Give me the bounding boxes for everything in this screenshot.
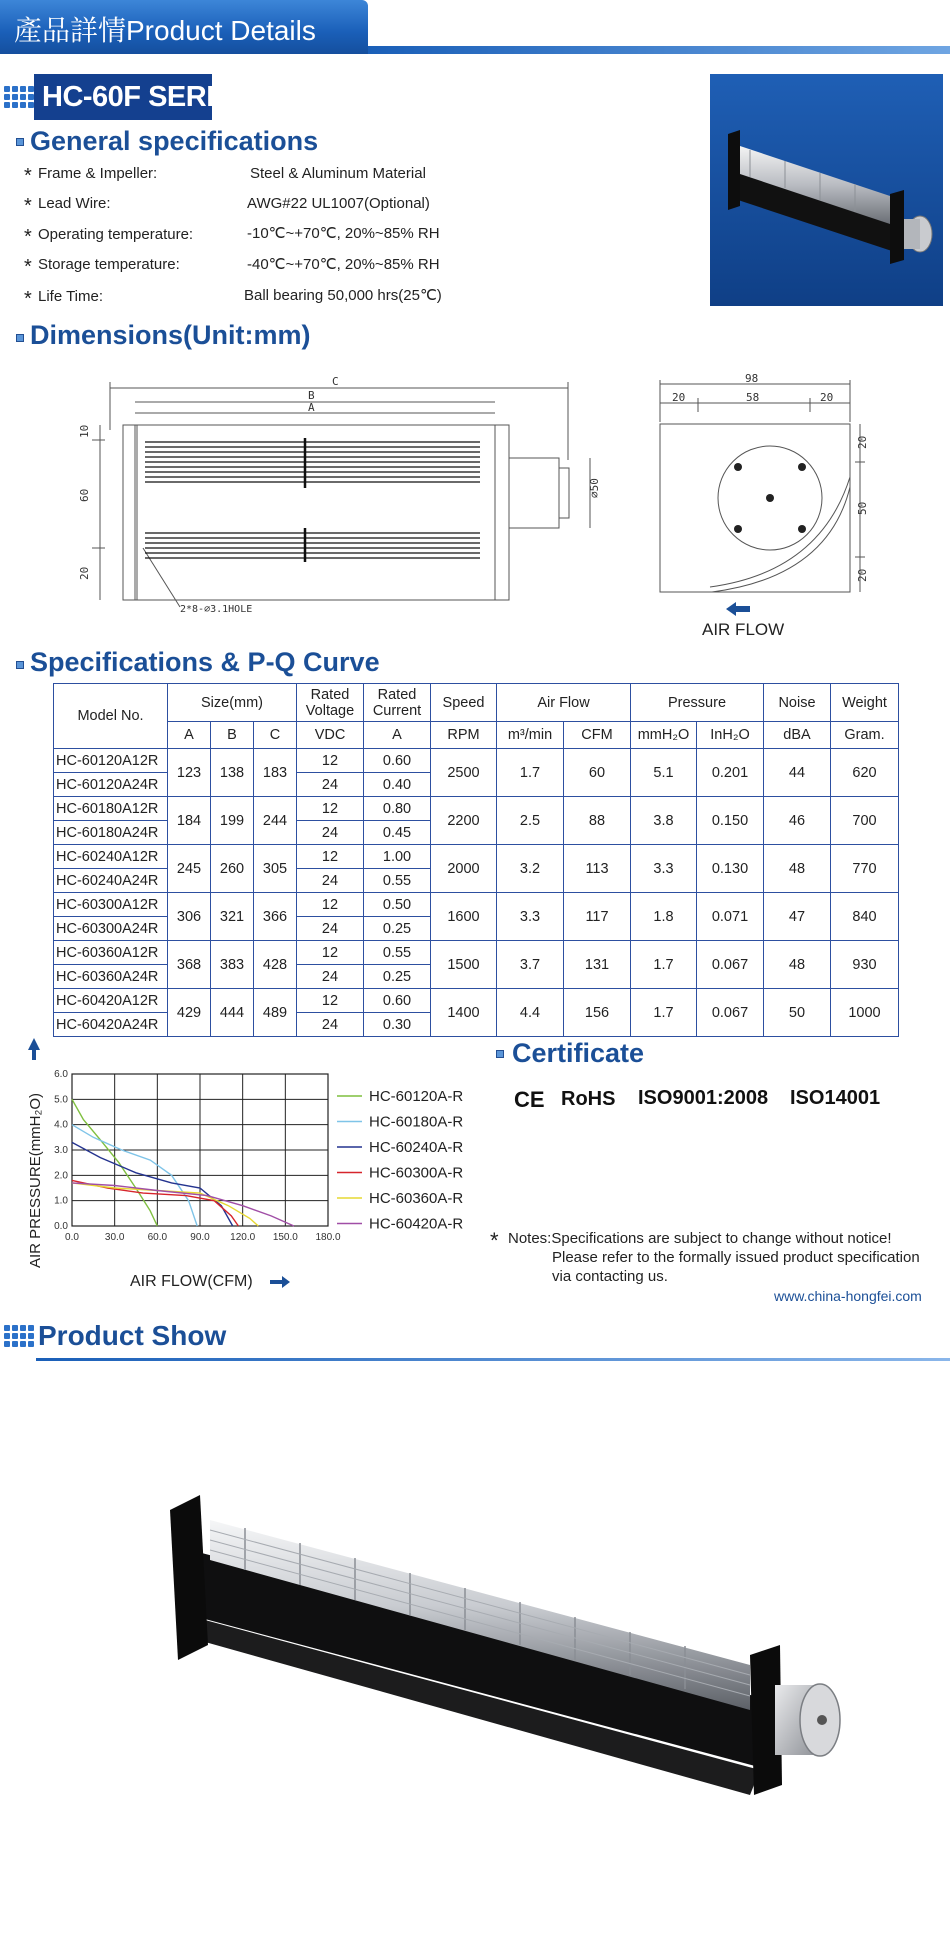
model-cell: HC-60360A12R: [54, 941, 168, 965]
dim-label: 20: [672, 391, 686, 404]
notes-line: via contacting us.: [552, 1268, 668, 1285]
dots-icon: [4, 86, 34, 108]
product-thumbnail-image: [710, 74, 943, 306]
header-current: Rated Current: [364, 684, 431, 722]
voltage-cell: 12: [297, 893, 364, 917]
dim-label: 20: [78, 566, 91, 580]
size-a-cell: 123: [168, 749, 211, 797]
weight-cell: 930: [831, 941, 899, 989]
model-cell: HC-60120A24R: [54, 773, 168, 797]
size-a-cell: 368: [168, 941, 211, 989]
unit-header: CFM: [564, 722, 631, 749]
speed-cell: 1500: [431, 941, 497, 989]
notes-line: Notes:Specifications are subject to change without notice!: [508, 1230, 892, 1247]
table-row: [54, 797, 899, 821]
spec-value: Steel & Aluminum Material: [250, 165, 426, 182]
size-a-cell: 184: [168, 797, 211, 845]
voltage-cell: 12: [297, 797, 364, 821]
current-cell: 0.60: [364, 989, 431, 1013]
airflow-label: AIR FLOW: [702, 620, 785, 639]
header-weight: Weight: [831, 684, 899, 722]
ce-mark: CE: [514, 1087, 545, 1112]
website-link[interactable]: www.china-hongfei.com: [774, 1288, 922, 1304]
table-row: [54, 749, 899, 773]
dim-label: C: [332, 375, 339, 388]
pressure-inh-cell: 0.071: [697, 893, 764, 941]
pressure-mm-cell: 3.8: [631, 797, 697, 845]
header-model: Model No.: [54, 684, 168, 749]
noise-cell: 50: [764, 989, 831, 1037]
dimensions-heading: Dimensions(Unit:mm): [30, 320, 311, 350]
specifications-table: [53, 683, 899, 1037]
section-marker-icon: [496, 1050, 504, 1058]
dim-label: 58: [746, 391, 760, 404]
iso14001-mark: ISO14001: [790, 1087, 881, 1109]
current-cell: 0.25: [364, 965, 431, 989]
spec-label: Lead Wire:: [38, 195, 111, 212]
bullet-star-icon: *: [24, 256, 32, 278]
unit-header: A: [168, 722, 211, 749]
unit-header: C: [254, 722, 297, 749]
iso9001-mark: ISO9001:2008: [638, 1087, 769, 1109]
dim-label: 50: [856, 501, 869, 515]
unit-header: Gram.: [831, 722, 899, 749]
current-cell: 0.50: [364, 893, 431, 917]
airflow-m3-cell: 3.2: [497, 845, 564, 893]
voltage-cell: 24: [297, 869, 364, 893]
size-c-cell: 428: [254, 941, 297, 989]
current-cell: 0.55: [364, 941, 431, 965]
y-tick-label: 4.0: [54, 1119, 68, 1131]
airflow-cfm-cell: 60: [564, 749, 631, 797]
voltage-cell: 24: [297, 821, 364, 845]
unit-header: mmH₂O: [631, 722, 697, 749]
size-c-cell: 244: [254, 797, 297, 845]
noise-cell: 48: [764, 941, 831, 989]
x-axis-label: AIR FLOW(CFM): [130, 1273, 253, 1290]
model-cell: HC-60300A12R: [54, 893, 168, 917]
current-cell: 0.45: [364, 821, 431, 845]
dim-label: 20: [856, 435, 869, 449]
model-cell: HC-60240A24R: [54, 869, 168, 893]
notes-line: Please refer to the formally issued product specification: [552, 1249, 920, 1266]
specifications-table-body: [54, 749, 899, 1037]
pressure-inh-cell: 0.201: [697, 749, 764, 797]
weight-cell: 770: [831, 845, 899, 893]
general-specs-heading: General specifications: [30, 126, 319, 156]
spec-label: Operating temperature:: [38, 226, 194, 243]
voltage-cell: 12: [297, 941, 364, 965]
dim-label: 98: [745, 372, 759, 385]
unit-header: B: [211, 722, 254, 749]
spec-label: Storage temperature:: [38, 256, 180, 273]
voltage-cell: 12: [297, 845, 364, 869]
x-tick-label: 90.0: [190, 1232, 210, 1243]
airflow-cfm-cell: 131: [564, 941, 631, 989]
current-cell: 0.30: [364, 1013, 431, 1037]
bullet-star-icon: *: [24, 165, 32, 187]
header-airflow: Air Flow: [497, 684, 631, 722]
size-b-cell: 383: [211, 941, 254, 989]
y-axis-label: AIR PRESSURE(mmH₂O): [27, 1093, 44, 1268]
x-tick-label: 30.0: [104, 1232, 125, 1243]
size-a-cell: 306: [168, 893, 211, 941]
section-marker-icon: [16, 661, 24, 669]
model-cell: HC-60420A24R: [54, 1013, 168, 1037]
spec-label: Life Time:: [38, 288, 104, 305]
y-tick-label: 0.0: [54, 1221, 68, 1232]
model-cell: HC-60180A12R: [54, 797, 168, 821]
x-tick-label: 120.0: [230, 1232, 256, 1243]
speed-cell: 2500: [431, 749, 497, 797]
speed-cell: 1600: [431, 893, 497, 941]
dim-label: ⌀50: [588, 478, 601, 498]
airflow-cfm-cell: 88: [564, 797, 631, 845]
dim-label: 20: [820, 391, 834, 404]
dim-label: 2*8-⌀3.1HOLE: [180, 604, 253, 615]
pressure-mm-cell: 1.7: [631, 989, 697, 1037]
header-voltage: Rated Voltage: [297, 684, 364, 722]
page-title: 產品詳情Product Details: [14, 15, 316, 46]
size-b-cell: 199: [211, 797, 254, 845]
section-marker-icon: [16, 138, 24, 146]
pressure-inh-cell: 0.130: [697, 845, 764, 893]
dim-label: 20: [856, 568, 869, 582]
current-cell: 0.80: [364, 797, 431, 821]
unit-header: VDC: [297, 722, 364, 749]
pressure-mm-cell: 1.7: [631, 941, 697, 989]
dim-label: B: [308, 389, 315, 402]
certificate-heading: Certificate: [512, 1038, 645, 1068]
model-cell: HC-60240A12R: [54, 845, 168, 869]
dots-icon: [4, 1325, 34, 1347]
airflow-m3-cell: 2.5: [497, 797, 564, 845]
bullet-star-icon: *: [24, 195, 32, 217]
current-cell: 1.00: [364, 845, 431, 869]
size-b-cell: 138: [211, 749, 254, 797]
front-dimension-drawing: [70, 370, 610, 620]
y-tick-label: 6.0: [54, 1069, 68, 1080]
size-b-cell: 321: [211, 893, 254, 941]
unit-header: A: [364, 722, 431, 749]
airflow-cfm-cell: 156: [564, 989, 631, 1037]
spec-label: Frame & Impeller:: [38, 165, 158, 182]
dim-label: A: [308, 401, 315, 414]
legend-label: HC-60300A-R: [369, 1164, 464, 1182]
table-row: [54, 893, 899, 917]
pressure-mm-cell: 5.1: [631, 749, 697, 797]
voltage-cell: 24: [297, 917, 364, 941]
unit-header: m³/min: [497, 722, 564, 749]
size-c-cell: 305: [254, 845, 297, 893]
bullet-star-icon: *: [490, 1228, 499, 1253]
noise-cell: 47: [764, 893, 831, 941]
y-tick-label: 5.0: [54, 1094, 68, 1106]
noise-cell: 44: [764, 749, 831, 797]
weight-cell: 620: [831, 749, 899, 797]
noise-cell: 46: [764, 797, 831, 845]
unit-header: RPM: [431, 722, 497, 749]
model-cell: HC-60300A24R: [54, 917, 168, 941]
spec-value: Ball bearing 50,000 hrs(25℃): [244, 287, 442, 304]
legend-label: HC-60420A-R: [369, 1215, 464, 1233]
spec-value: AWG#22 UL1007(Optional): [247, 195, 430, 212]
series-badge: HC-60F SERIES: [34, 74, 212, 120]
table-row: [54, 941, 899, 965]
size-c-cell: 366: [254, 893, 297, 941]
specs-heading: Specifications & P-Q Curve: [30, 647, 380, 677]
spec-value: -40℃~+70℃, 20%~85% RH: [247, 256, 440, 273]
x-tick-label: 150.0: [272, 1232, 298, 1243]
noise-cell: 48: [764, 845, 831, 893]
pq-curve-chart: [0, 1032, 490, 1294]
size-c-cell: 489: [254, 989, 297, 1037]
airflow-m3-cell: 4.4: [497, 989, 564, 1037]
dim-label: 60: [78, 488, 91, 502]
model-cell: HC-60120A12R: [54, 749, 168, 773]
bullet-star-icon: *: [24, 226, 32, 248]
x-tick-label: 0.0: [65, 1232, 79, 1243]
bullet-star-icon: *: [24, 288, 32, 310]
pressure-inh-cell: 0.067: [697, 941, 764, 989]
pressure-mm-cell: 3.3: [631, 845, 697, 893]
size-a-cell: 429: [168, 989, 211, 1037]
size-b-cell: 444: [211, 989, 254, 1037]
size-b-cell: 260: [211, 845, 254, 893]
rohs-mark: RoHS: [561, 1088, 616, 1110]
weight-cell: 840: [831, 893, 899, 941]
section-marker-icon: [16, 334, 24, 342]
arrow-up-icon: [28, 1038, 40, 1060]
model-cell: HC-60360A24R: [54, 965, 168, 989]
spec-value: -10℃~+70℃, 20%~85% RH: [247, 225, 440, 242]
weight-cell: 1000: [831, 989, 899, 1037]
pressure-inh-cell: 0.150: [697, 797, 764, 845]
header-divider: [368, 46, 950, 54]
speed-cell: 2000: [431, 845, 497, 893]
legend-label: HC-60240A-R: [369, 1139, 464, 1156]
section-divider: [36, 1358, 950, 1361]
voltage-cell: 12: [297, 989, 364, 1013]
legend-label: HC-60360A-R: [369, 1190, 464, 1207]
table-row: [54, 989, 899, 1013]
weight-cell: 700: [831, 797, 899, 845]
header-noise: Noise: [764, 684, 831, 722]
voltage-cell: 24: [297, 773, 364, 797]
y-tick-label: 1.0: [54, 1195, 68, 1207]
arrow-left-icon: [726, 602, 750, 616]
x-tick-label: 60.0: [147, 1232, 168, 1243]
airflow-m3-cell: 1.7: [497, 749, 564, 797]
y-tick-label: 3.0: [54, 1145, 68, 1156]
product-show-heading: Product Show: [38, 1320, 227, 1351]
model-cell: HC-60180A24R: [54, 821, 168, 845]
side-dimension-drawing: [650, 372, 870, 602]
size-a-cell: 245: [168, 845, 211, 893]
current-cell: 0.25: [364, 917, 431, 941]
airflow-m3-cell: 3.3: [497, 893, 564, 941]
legend-label: HC-60120A-R: [369, 1088, 464, 1105]
legend-label: HC-60180A-R: [369, 1113, 464, 1131]
voltage-cell: 12: [297, 749, 364, 773]
x-tick-label: 180.0: [315, 1232, 341, 1243]
speed-cell: 2200: [431, 797, 497, 845]
current-cell: 0.55: [364, 869, 431, 893]
dim-label: 10: [78, 424, 91, 438]
header-pressure: Pressure: [631, 684, 764, 722]
y-tick-label: 2.0: [54, 1170, 68, 1182]
airflow-cfm-cell: 113: [564, 845, 631, 893]
voltage-cell: 24: [297, 1013, 364, 1037]
header-speed: Speed: [431, 684, 497, 722]
current-cell: 0.60: [364, 749, 431, 773]
product-show-image: [150, 1440, 850, 1820]
speed-cell: 1400: [431, 989, 497, 1037]
unit-header: dBA: [764, 722, 831, 749]
arrow-right-icon: [270, 1276, 290, 1288]
pressure-mm-cell: 1.8: [631, 893, 697, 941]
model-cell: HC-60420A12R: [54, 989, 168, 1013]
header-size: Size(mm): [168, 684, 297, 722]
voltage-cell: 24: [297, 965, 364, 989]
airflow-m3-cell: 3.7: [497, 941, 564, 989]
current-cell: 0.40: [364, 773, 431, 797]
unit-header: InH₂O: [697, 722, 764, 749]
pressure-inh-cell: 0.067: [697, 989, 764, 1037]
airflow-cfm-cell: 117: [564, 893, 631, 941]
size-c-cell: 183: [254, 749, 297, 797]
table-row: [54, 845, 899, 869]
